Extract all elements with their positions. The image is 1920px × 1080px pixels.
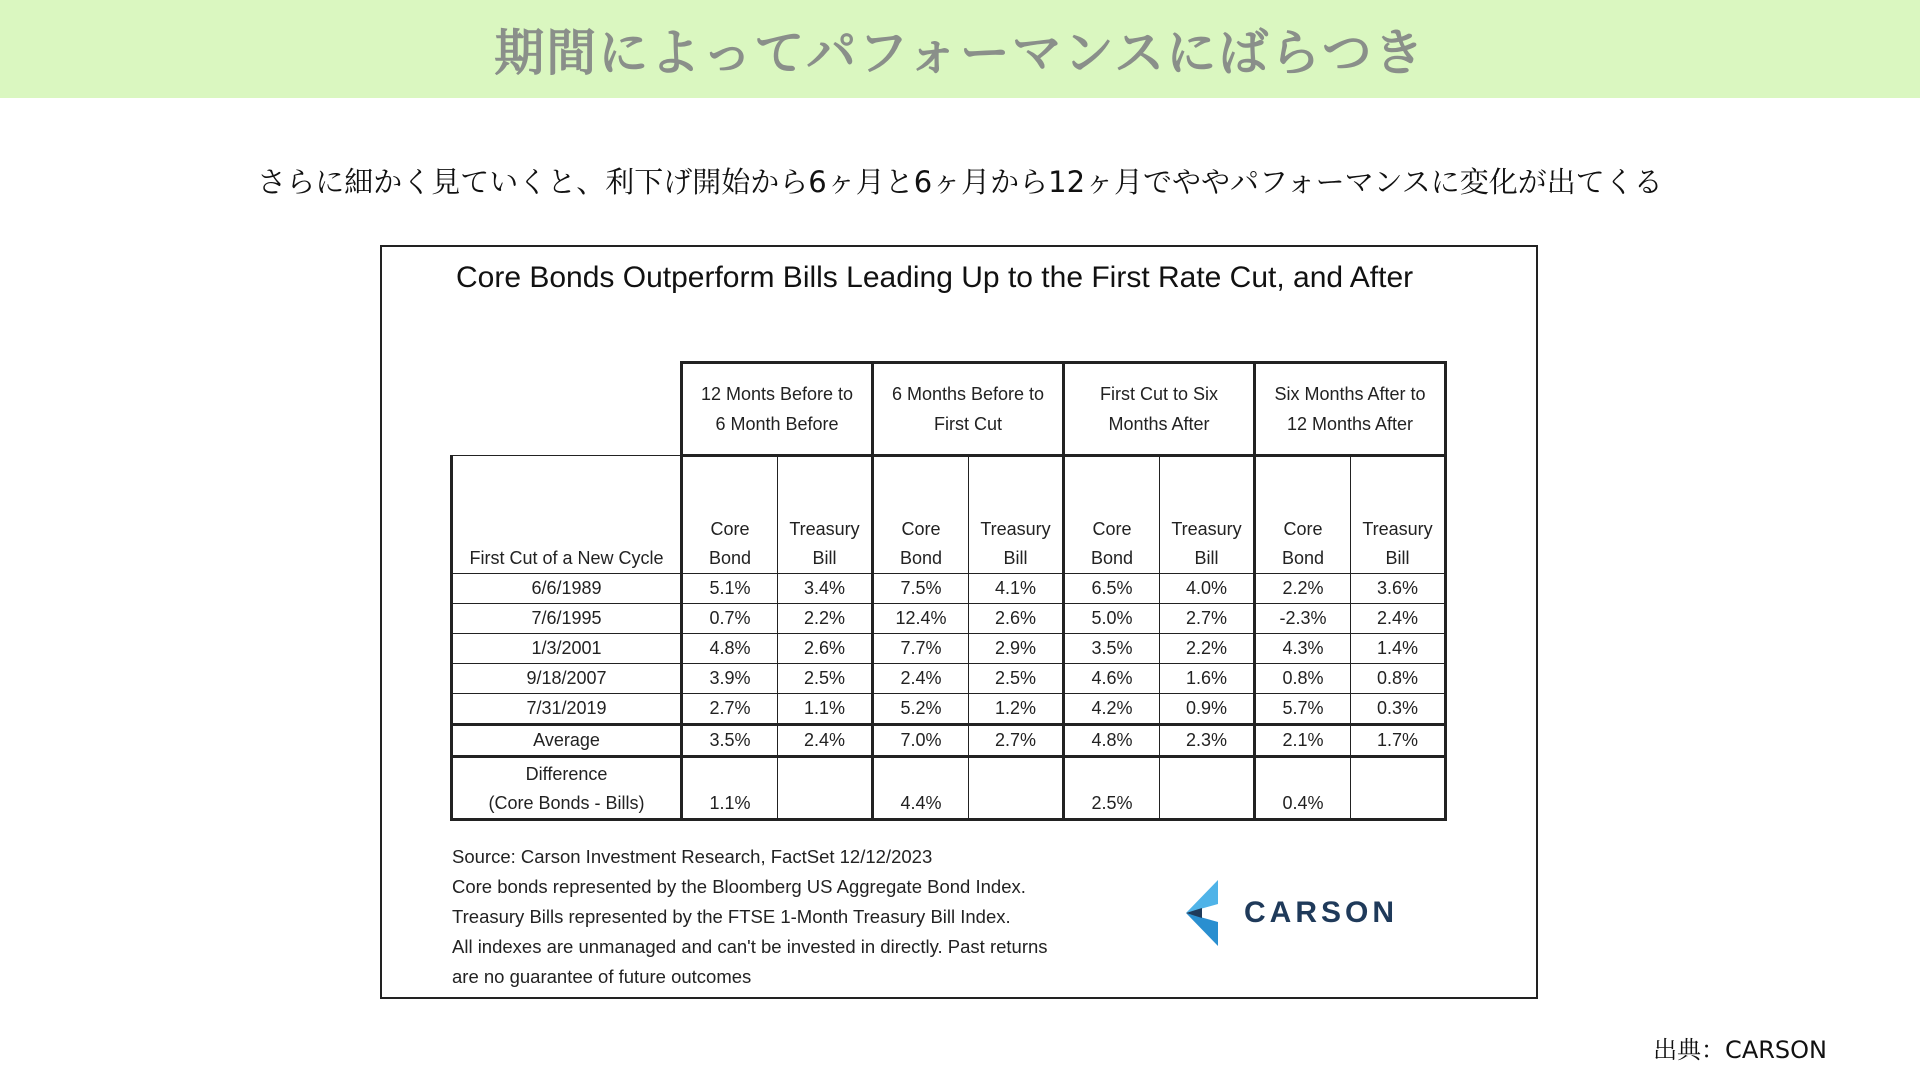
period-header bbox=[1255, 363, 1446, 456]
period-header-line1: Six Months After to bbox=[1274, 384, 1426, 404]
value-cell: 1.4% bbox=[1351, 634, 1446, 664]
period-header-line2: First Cut bbox=[933, 414, 1002, 434]
value-cell: 2.5% bbox=[969, 664, 1064, 694]
average-row bbox=[452, 725, 1446, 757]
value-cell: 0.9% bbox=[1160, 694, 1255, 725]
value-cell: 1.2% bbox=[969, 694, 1064, 725]
sub-header-line1: Treasury bbox=[980, 519, 1051, 539]
sub-header-line1: Core bbox=[710, 519, 750, 539]
value-cell: 7.7% bbox=[873, 634, 969, 664]
core-bond-header bbox=[1064, 456, 1160, 574]
sub-header-line2: Bond bbox=[708, 548, 752, 568]
page-title: 期間によってパフォーマンスにばらつき bbox=[494, 24, 1426, 82]
cut-date-cell: 9/18/2007 bbox=[452, 664, 682, 694]
note-line: Source: Carson Investment Research, FactSet 12/12/2023 bbox=[452, 846, 933, 867]
value-cell: 2.2% bbox=[1160, 634, 1255, 664]
period-header bbox=[682, 363, 873, 456]
sub-header-line2: Bond bbox=[1090, 548, 1134, 568]
value-cell: 5.0% bbox=[1064, 604, 1160, 634]
average-value-cell: 7.0% bbox=[873, 725, 969, 757]
period-header-line2: 12 Months After bbox=[1286, 414, 1414, 434]
difference-label bbox=[452, 757, 682, 820]
value-cell: 7.5% bbox=[873, 574, 969, 604]
core-bond-header bbox=[873, 456, 969, 574]
difference-value-cell: 1.1% bbox=[682, 757, 778, 820]
performance-table bbox=[450, 361, 1447, 821]
value-cell: 5.1% bbox=[682, 574, 778, 604]
sub-header-line1: Core bbox=[1283, 519, 1323, 539]
average-value-cell: 3.5% bbox=[682, 725, 778, 757]
empty-cell bbox=[778, 757, 873, 820]
chart-title: Core Bonds Outperform Bills Leading Up to the First Rate Cut, and After bbox=[456, 261, 1414, 294]
value-cell: 0.8% bbox=[1351, 664, 1446, 694]
value-cell: 3.9% bbox=[682, 664, 778, 694]
treasury-bill-header bbox=[1160, 456, 1255, 574]
sub-header-line1: Treasury bbox=[789, 519, 860, 539]
average-label: Average bbox=[452, 725, 682, 757]
sub-header-line1: Core bbox=[901, 519, 941, 539]
value-cell: 2.6% bbox=[778, 634, 873, 664]
value-cell: 3.4% bbox=[778, 574, 873, 604]
note-line: Treasury Bills represented by the FTSE 1-Month Treasury Bill Index. bbox=[452, 906, 1011, 927]
average-value-cell: 2.4% bbox=[778, 725, 873, 757]
value-cell: 4.2% bbox=[1064, 694, 1160, 725]
value-cell: 2.7% bbox=[682, 694, 778, 725]
value-cell: 4.8% bbox=[682, 634, 778, 664]
cut-date-cell: 7/31/2019 bbox=[452, 694, 682, 725]
note-line: Core bonds represented by the Bloomberg US Aggregate Bond Index. bbox=[452, 876, 1026, 897]
value-cell: 2.2% bbox=[778, 604, 873, 634]
period-header-row bbox=[452, 363, 1446, 456]
sub-header-line2: Bill bbox=[1003, 548, 1028, 568]
value-cell: 3.6% bbox=[1351, 574, 1446, 604]
carson-logo-icon bbox=[1182, 880, 1222, 946]
value-cell: 0.8% bbox=[1255, 664, 1351, 694]
difference-value-cell: 2.5% bbox=[1064, 757, 1160, 820]
page-subtitle: さらに細かく見ていくと、利下げ開始から6ヶ月と6ヶ月から12ヶ月でややパフォーマンスに変化が出てくる bbox=[257, 165, 1663, 199]
value-cell: 6.5% bbox=[1064, 574, 1160, 604]
value-cell: 4.6% bbox=[1064, 664, 1160, 694]
period-header-line1: First Cut to Six bbox=[1099, 384, 1219, 404]
carson-logo-text: CARSON bbox=[1244, 896, 1399, 929]
value-cell: 2.4% bbox=[873, 664, 969, 694]
carson-logo bbox=[1182, 880, 1398, 946]
value-cell: 5.7% bbox=[1255, 694, 1351, 725]
average-value-cell: 2.7% bbox=[969, 725, 1064, 757]
average-value-cell: 2.3% bbox=[1160, 725, 1255, 757]
table-row bbox=[452, 664, 1446, 694]
sub-header-line2: Bond bbox=[899, 548, 943, 568]
value-cell: 2.5% bbox=[778, 664, 873, 694]
period-header bbox=[873, 363, 1064, 456]
period-header bbox=[1064, 363, 1255, 456]
source-notes bbox=[452, 842, 1048, 992]
value-cell: 2.2% bbox=[1255, 574, 1351, 604]
cut-date-cell: 6/6/1989 bbox=[452, 574, 682, 604]
corner-cell bbox=[452, 363, 682, 456]
core-bond-header bbox=[682, 456, 778, 574]
table-row bbox=[452, 604, 1446, 634]
difference-label-line2: (Core Bonds - Bills) bbox=[488, 793, 645, 813]
value-cell: 5.2% bbox=[873, 694, 969, 725]
empty-cell bbox=[1351, 757, 1446, 820]
value-cell: 3.5% bbox=[1064, 634, 1160, 664]
period-header-line1: 6 Months Before to bbox=[891, 384, 1045, 404]
table-row bbox=[452, 634, 1446, 664]
average-value-cell: 2.1% bbox=[1255, 725, 1351, 757]
value-cell: -2.3% bbox=[1255, 604, 1351, 634]
chart-panel bbox=[380, 245, 1538, 999]
value-cell: 2.9% bbox=[969, 634, 1064, 664]
value-cell: 2.7% bbox=[1160, 604, 1255, 634]
period-header-line1: 12 Monts Before to bbox=[700, 384, 854, 404]
empty-cell bbox=[1160, 757, 1255, 820]
sub-header-line2: Bill bbox=[1385, 548, 1410, 568]
sub-header-line2: Bond bbox=[1281, 548, 1325, 568]
period-header-line2: Months After bbox=[1108, 414, 1210, 434]
note-line: All indexes are unmanaged and can't be invested in directly. Past returns bbox=[452, 936, 1048, 957]
value-cell: 1.6% bbox=[1160, 664, 1255, 694]
period-header-line2: 6 Month Before bbox=[715, 414, 839, 434]
sub-header-line1: Core bbox=[1092, 519, 1132, 539]
difference-row bbox=[452, 757, 1446, 820]
sub-header-row bbox=[452, 456, 1446, 574]
value-cell: 4.0% bbox=[1160, 574, 1255, 604]
sub-header-line2: Bill bbox=[1194, 548, 1219, 568]
value-cell: 0.3% bbox=[1351, 694, 1446, 725]
sub-header-line1: Treasury bbox=[1362, 519, 1433, 539]
note-line: are no guarantee of future outcomes bbox=[452, 966, 752, 987]
difference-value-cell: 4.4% bbox=[873, 757, 969, 820]
row-header-label: First Cut of a New Cycle bbox=[452, 456, 682, 574]
value-cell: 12.4% bbox=[873, 604, 969, 634]
sub-header-line2: Bill bbox=[812, 548, 837, 568]
table-row bbox=[452, 694, 1446, 725]
average-value-cell: 4.8% bbox=[1064, 725, 1160, 757]
core-bond-header bbox=[1255, 456, 1351, 574]
cut-date-cell: 7/6/1995 bbox=[452, 604, 682, 634]
difference-label-line1: Difference bbox=[525, 764, 608, 784]
sub-header-line1: Treasury bbox=[1171, 519, 1242, 539]
header-banner bbox=[0, 0, 1920, 98]
treasury-bill-header bbox=[969, 456, 1064, 574]
source-credit: 出典：CARSON bbox=[1653, 1036, 1827, 1064]
value-cell: 1.1% bbox=[778, 694, 873, 725]
treasury-bill-header bbox=[778, 456, 873, 574]
value-cell: 4.3% bbox=[1255, 634, 1351, 664]
value-cell: 2.6% bbox=[969, 604, 1064, 634]
value-cell: 2.4% bbox=[1351, 604, 1446, 634]
table-body bbox=[452, 574, 1446, 725]
cut-date-cell: 1/3/2001 bbox=[452, 634, 682, 664]
empty-cell bbox=[969, 757, 1064, 820]
difference-value-cell: 0.4% bbox=[1255, 757, 1351, 820]
value-cell: 0.7% bbox=[682, 604, 778, 634]
treasury-bill-header bbox=[1351, 456, 1446, 574]
table-row bbox=[452, 574, 1446, 604]
value-cell: 4.1% bbox=[969, 574, 1064, 604]
average-value-cell: 1.7% bbox=[1351, 725, 1446, 757]
